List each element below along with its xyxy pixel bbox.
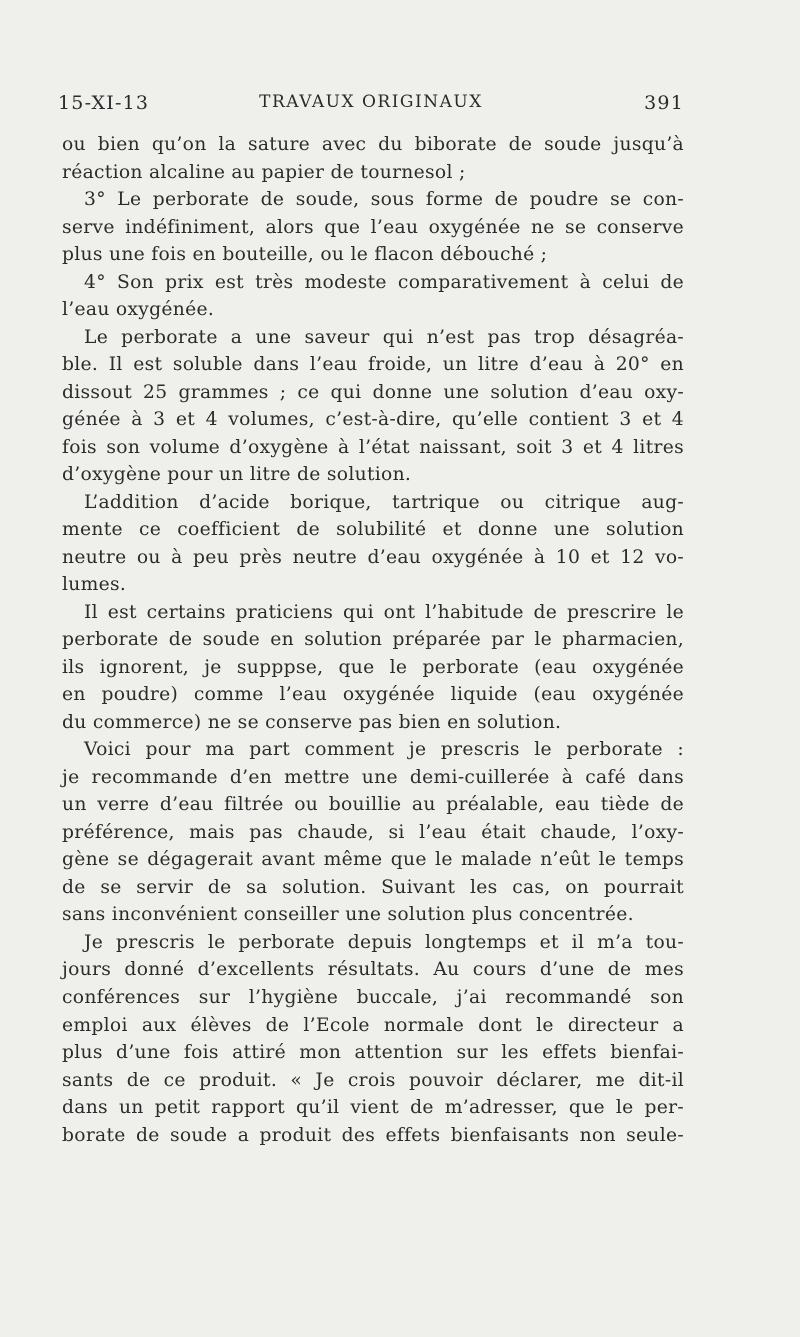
text-line: d’oxygène pour un litre de solution. bbox=[62, 464, 412, 486]
text-line: mente ce coefficient de solubilité et donne une solution bbox=[62, 519, 684, 541]
header-section-title: TRAVAUX ORIGINAUX bbox=[259, 92, 483, 112]
body-text bbox=[62, 131, 684, 1149]
text-line: gène se dégagerait avant même que le malade n’eût le temps bbox=[62, 849, 684, 871]
text-line: Voici pour ma part comment je prescris le perborate : bbox=[84, 739, 684, 761]
text-line: en poudre) comme l’eau oxygénée liquide (eau oxygénée bbox=[62, 684, 684, 706]
text-line: serve indéfiniment, alors que l’eau oxygénée ne se conserve bbox=[62, 216, 684, 238]
header-date: 15-XI-13 bbox=[58, 92, 150, 114]
text-line: borate de soude a produit des effets bienfaisants non seule- bbox=[62, 1124, 684, 1146]
page-number: 391 bbox=[644, 92, 684, 114]
text-line: ils ignorent, je supppse, que le perborate (eau oxygénée bbox=[62, 656, 684, 678]
text-line: ble. Il est soluble dans l’eau froide, un litre d’eau à 20° en bbox=[62, 354, 684, 376]
text-line: génée à 3 et 4 volumes, c’est-à-dire, qu’elle contient 3 et 4 bbox=[62, 409, 684, 431]
text-line: lumes. bbox=[62, 574, 127, 596]
text-line: jours donné d’excellents résultats. Au cours d’une de mes bbox=[62, 959, 684, 981]
text-line: de se servir de sa solution. Suivant les cas, on pourrait bbox=[62, 876, 684, 898]
text-line: préférence, mais pas chaude, si l’eau était chaude, l’oxy- bbox=[62, 821, 684, 843]
text-line: fois son volume d’oxygène à l’état naissant, soit 3 et 4 litres bbox=[62, 436, 684, 458]
text-line: ou bien qu’on la sature avec du biborate de soude jusqu’à bbox=[62, 134, 684, 155]
text-line: conférences sur l’hygiène buccale, j’ai recommandé son bbox=[62, 986, 684, 1008]
running-header bbox=[58, 92, 684, 132]
text-line: du commerce) ne se conserve pas bien en solution. bbox=[62, 711, 562, 733]
text-line: sans inconvénient conseiller une solution plus concentrée. bbox=[62, 904, 634, 926]
text-line: 3° Le perborate de soude, sous forme de poudre se con- bbox=[84, 189, 684, 211]
text-line: perborate de soude en solution préparée par le pharmacien, bbox=[62, 629, 684, 651]
text-line: emploi aux élèves de l’Ecole normale dont le directeur a bbox=[62, 1014, 684, 1036]
text-line: l’eau oxygénée. bbox=[62, 299, 215, 321]
text-line: Je prescris le perborate depuis longtemps et il m’a tou- bbox=[84, 931, 684, 953]
text-line: sants de ce produit. « Je crois pouvoir déclarer, me dit-il bbox=[62, 1069, 684, 1091]
text-line: un verre d’eau filtrée ou bouillie au préalable, eau tiède de bbox=[62, 794, 684, 816]
text-line: 4° Son prix est très modeste comparativement à celui de bbox=[84, 271, 684, 293]
text-line: plus d’une fois attiré mon attention sur les effets bienfai- bbox=[62, 1042, 684, 1064]
text-line: neutre ou à peu près neutre d’eau oxygénée à 10 et 12 vo- bbox=[62, 546, 684, 568]
text-line: Il est certains praticiens qui ont l’habitude de prescrire le bbox=[84, 601, 684, 623]
text-line: Le perborate a une saveur qui n’est pas trop désagréa- bbox=[84, 326, 684, 348]
text-line: plus une fois en bouteille, ou le flacon débouché ; bbox=[62, 244, 548, 266]
text-line: dans un petit rapport qu’il vient de m’adresser, que le per- bbox=[62, 1097, 684, 1119]
text-line: dissout 25 grammes ; ce qui donne une solution d’eau oxy- bbox=[62, 381, 684, 403]
text-line: je recommande d’en mettre une demi-cuillerée à café dans bbox=[62, 766, 684, 788]
text-line: L’addition d’acide borique, tartrique ou citrique aug- bbox=[84, 491, 684, 513]
text-line: réaction alcaline au papier de tournesol ; bbox=[62, 161, 466, 183]
